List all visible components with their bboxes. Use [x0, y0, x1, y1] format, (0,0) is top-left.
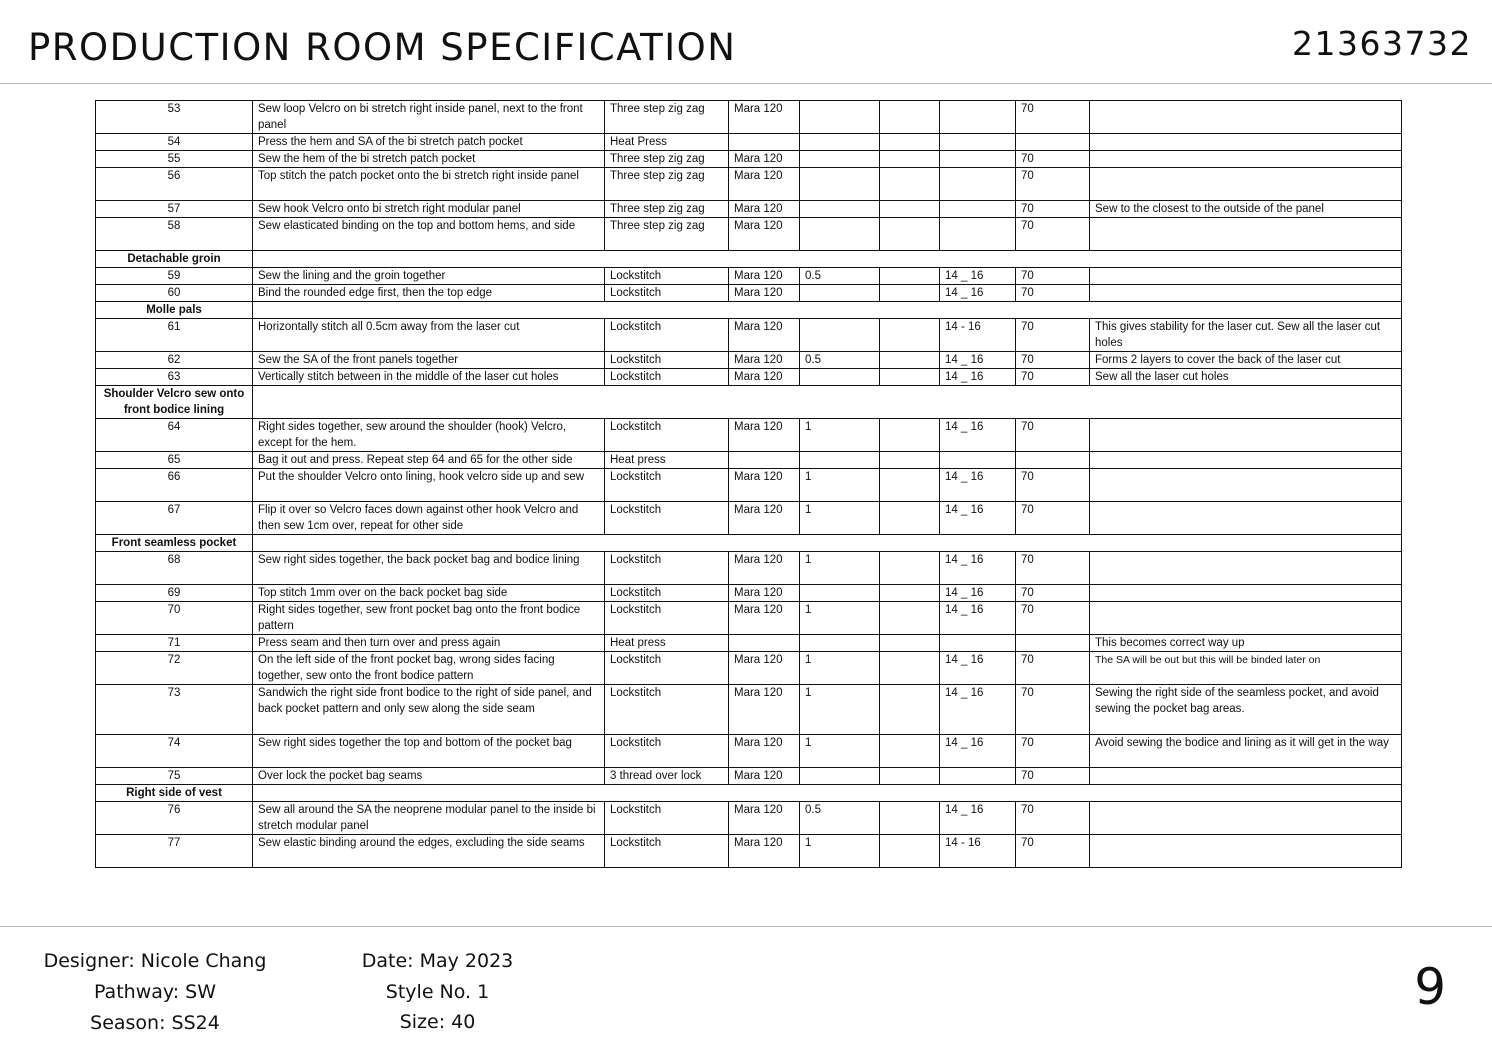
- stitch-count-cell: 70: [1016, 502, 1090, 535]
- style-number-label: Style No. 1: [385, 981, 490, 1003]
- notes-cell: [1090, 802, 1402, 835]
- stitch-count-cell: 70: [1016, 768, 1090, 785]
- extra-cell: [880, 652, 940, 685]
- seam-allowance-cell: [800, 319, 880, 352]
- machine-cell: Lockstitch: [605, 469, 729, 502]
- seam-allowance-cell: [800, 218, 880, 251]
- pathway-label: Pathway: SW: [93, 981, 217, 1003]
- step-number-cell: 67: [96, 502, 253, 535]
- operation-cell: Vertically stitch between in the middle of the laser cut holes: [253, 369, 605, 386]
- stitch-count-cell: 70: [1016, 369, 1090, 386]
- notes-cell: [1090, 452, 1402, 469]
- notes-cell: [1090, 835, 1402, 868]
- table-row: [96, 168, 1402, 201]
- machine-cell: Lockstitch: [605, 268, 729, 285]
- step-number-cell: 57: [96, 201, 253, 218]
- table-row: [96, 352, 1402, 369]
- table-row: [96, 469, 1402, 502]
- machine-cell: Heat press: [605, 635, 729, 652]
- needle-size-cell: 14 - 16: [940, 835, 1016, 868]
- operation-cell: Sew elastic binding around the edges, excluding the side seams: [253, 835, 605, 868]
- thread-cell: Mara 120: [729, 101, 800, 134]
- header-divider: [0, 83, 1492, 84]
- extra-cell: [880, 101, 940, 134]
- operation-cell: Bind the rounded edge first, then the top edge: [253, 285, 605, 302]
- thread-cell: Mara 120: [729, 419, 800, 452]
- extra-cell: [880, 319, 940, 352]
- section-title: Front seamless pocket: [96, 535, 253, 552]
- section-header-row: [96, 386, 1402, 419]
- section-header-row: [96, 785, 1402, 802]
- seam-allowance-cell: [800, 201, 880, 218]
- step-number-cell: 55: [96, 151, 253, 168]
- table-row: [96, 268, 1402, 285]
- table-row: [96, 552, 1402, 585]
- operation-cell: Sew right sides together, the back pocket bag and bodice lining: [253, 552, 605, 585]
- thread-cell: Mara 120: [729, 218, 800, 251]
- stitch-count-cell: 70: [1016, 268, 1090, 285]
- extra-cell: [880, 469, 940, 502]
- needle-size-cell: 14 _ 16: [940, 369, 1016, 386]
- seam-allowance-cell: [800, 285, 880, 302]
- seam-allowance-cell: 1: [800, 469, 880, 502]
- table-row: [96, 685, 1402, 735]
- needle-size-cell: 14 _ 16: [940, 652, 1016, 685]
- notes-cell: [1090, 469, 1402, 502]
- stitch-count-cell: 70: [1016, 168, 1090, 201]
- operation-cell: Sew elasticated binding on the top and bottom hems, and side: [253, 218, 605, 251]
- extra-cell: [880, 151, 940, 168]
- section-header-row: [96, 535, 1402, 552]
- step-number-cell: 61: [96, 319, 253, 352]
- seam-allowance-cell: 1: [800, 419, 880, 452]
- thread-cell: Mara 120: [729, 552, 800, 585]
- notes-cell: This gives stability for the laser cut. Sew all the laser cut holes: [1090, 319, 1402, 352]
- machine-cell: 3 thread over lock: [605, 768, 729, 785]
- notes-cell: [1090, 218, 1402, 251]
- table-row: [96, 201, 1402, 218]
- seam-allowance-cell: [800, 151, 880, 168]
- thread-cell: Mara 120: [729, 201, 800, 218]
- notes-cell: Avoid sewing the bodice and lining as it will get in the way: [1090, 735, 1402, 768]
- date-label: Date: May 2023: [361, 950, 514, 972]
- thread-cell: [729, 635, 800, 652]
- seam-allowance-cell: [800, 452, 880, 469]
- table-row: [96, 151, 1402, 168]
- notes-cell: [1090, 585, 1402, 602]
- notes-cell: [1090, 502, 1402, 535]
- step-number-cell: 69: [96, 585, 253, 602]
- needle-size-cell: 14 _ 16: [940, 268, 1016, 285]
- stitch-count-cell: 70: [1016, 419, 1090, 452]
- notes-cell: [1090, 602, 1402, 635]
- extra-cell: [880, 268, 940, 285]
- extra-cell: [880, 134, 940, 151]
- notes-cell: [1090, 268, 1402, 285]
- notes-cell: [1090, 552, 1402, 585]
- extra-cell: [880, 502, 940, 535]
- machine-cell: Lockstitch: [605, 685, 729, 735]
- seam-allowance-cell: 0.5: [800, 268, 880, 285]
- step-number-cell: 76: [96, 802, 253, 835]
- machine-cell: Lockstitch: [605, 352, 729, 369]
- machine-cell: Lockstitch: [605, 319, 729, 352]
- stitch-count-cell: 70: [1016, 218, 1090, 251]
- machine-cell: Heat Press: [605, 134, 729, 151]
- seam-allowance-cell: 0.5: [800, 802, 880, 835]
- notes-cell: [1090, 101, 1402, 134]
- seam-allowance-cell: 1: [800, 735, 880, 768]
- notes-cell: Sew to the closest to the outside of the panel: [1090, 201, 1402, 218]
- extra-cell: [880, 201, 940, 218]
- thread-cell: Mara 120: [729, 685, 800, 735]
- step-number-cell: 60: [96, 285, 253, 302]
- needle-size-cell: 14 - 16: [940, 319, 1016, 352]
- operation-cell: Top stitch the patch pocket onto the bi stretch right inside panel: [253, 168, 605, 201]
- table-row: [96, 419, 1402, 452]
- step-number-cell: 71: [96, 635, 253, 652]
- step-number-cell: 73: [96, 685, 253, 735]
- section-header-row: [96, 302, 1402, 319]
- extra-cell: [880, 585, 940, 602]
- needle-size-cell: [940, 218, 1016, 251]
- step-number-cell: 74: [96, 735, 253, 768]
- step-number-cell: 72: [96, 652, 253, 685]
- needle-size-cell: [940, 101, 1016, 134]
- machine-cell: Heat press: [605, 452, 729, 469]
- stitch-count-cell: 70: [1016, 835, 1090, 868]
- table-row: [96, 369, 1402, 386]
- stitch-count-cell: 70: [1016, 101, 1090, 134]
- section-title: Shoulder Velcro sew onto front bodice lining: [96, 386, 253, 419]
- step-number-cell: 58: [96, 218, 253, 251]
- thread-cell: Mara 120: [729, 151, 800, 168]
- step-number-cell: 62: [96, 352, 253, 369]
- operation-cell: Sandwich the right side front bodice to the right of side panel, and back pocket pattern and only sew along the side seam: [253, 685, 605, 735]
- thread-cell: Mara 120: [729, 768, 800, 785]
- footer-designer-info: [40, 946, 270, 1039]
- operation-cell: Sew right sides together the top and bottom of the pocket bag: [253, 735, 605, 768]
- machine-cell: Lockstitch: [605, 602, 729, 635]
- stitch-count-cell: [1016, 452, 1090, 469]
- needle-size-cell: [940, 635, 1016, 652]
- operation-cell: On the left side of the front pocket bag, wrong sides facing together, sew onto the front bodice pattern: [253, 652, 605, 685]
- step-number-cell: 63: [96, 369, 253, 386]
- operation-cell: Right sides together, sew front pocket bag onto the front bodice pattern: [253, 602, 605, 635]
- seam-allowance-cell: 1: [800, 685, 880, 735]
- seam-allowance-cell: [800, 635, 880, 652]
- seam-allowance-cell: [800, 585, 880, 602]
- machine-cell: Lockstitch: [605, 735, 729, 768]
- machine-cell: Lockstitch: [605, 802, 729, 835]
- step-number-cell: 56: [96, 168, 253, 201]
- step-number-cell: 77: [96, 835, 253, 868]
- section-filler: [253, 302, 1402, 319]
- operation-cell: Sew the SA of the front panels together: [253, 352, 605, 369]
- seam-allowance-cell: [800, 101, 880, 134]
- seam-allowance-cell: 1: [800, 835, 880, 868]
- thread-cell: Mara 120: [729, 285, 800, 302]
- seam-allowance-cell: [800, 134, 880, 151]
- needle-size-cell: [940, 134, 1016, 151]
- extra-cell: [880, 168, 940, 201]
- table-row: [96, 285, 1402, 302]
- stitch-count-cell: [1016, 134, 1090, 151]
- table-row: [96, 802, 1402, 835]
- machine-cell: Lockstitch: [605, 835, 729, 868]
- needle-size-cell: 14 _ 16: [940, 352, 1016, 369]
- machine-cell: Three step zig zag: [605, 201, 729, 218]
- seam-allowance-cell: 1: [800, 652, 880, 685]
- extra-cell: [880, 685, 940, 735]
- section-header-row: [96, 251, 1402, 268]
- step-number-cell: 65: [96, 452, 253, 469]
- needle-size-cell: 14 _ 16: [940, 285, 1016, 302]
- extra-cell: [880, 369, 940, 386]
- machine-cell: Lockstitch: [605, 502, 729, 535]
- step-number-cell: 68: [96, 552, 253, 585]
- seam-allowance-cell: [800, 369, 880, 386]
- section-title: Molle pals: [96, 302, 253, 319]
- notes-cell: [1090, 419, 1402, 452]
- stitch-count-cell: 70: [1016, 469, 1090, 502]
- table-row: [96, 635, 1402, 652]
- seam-allowance-cell: 1: [800, 602, 880, 635]
- needle-size-cell: 14 _ 16: [940, 585, 1016, 602]
- specification-table: [95, 100, 1402, 868]
- machine-cell: Lockstitch: [605, 652, 729, 685]
- operation-cell: Press seam and then turn over and press again: [253, 635, 605, 652]
- document-id: 21363732: [1292, 24, 1472, 63]
- extra-cell: [880, 602, 940, 635]
- thread-cell: Mara 120: [729, 168, 800, 201]
- thread-cell: Mara 120: [729, 835, 800, 868]
- machine-cell: Three step zig zag: [605, 218, 729, 251]
- stitch-count-cell: 70: [1016, 201, 1090, 218]
- notes-cell: The SA will be out but this will be binded later on: [1090, 652, 1402, 685]
- thread-cell: Mara 120: [729, 602, 800, 635]
- extra-cell: [880, 419, 940, 452]
- seam-allowance-cell: 0.5: [800, 352, 880, 369]
- section-title: Right side of vest: [96, 785, 253, 802]
- seam-allowance-cell: [800, 168, 880, 201]
- operation-cell: Sew loop Velcro on bi stretch right inside panel, next to the front panel: [253, 101, 605, 134]
- table-row: [96, 735, 1402, 768]
- step-number-cell: 54: [96, 134, 253, 151]
- section-filler: [253, 535, 1402, 552]
- operation-cell: Sew all around the SA the neoprene modular panel to the inside bi stretch modular panel: [253, 802, 605, 835]
- page-number: 9: [1414, 958, 1446, 1016]
- operation-cell: Put the shoulder Velcro onto lining, hook velcro side up and sew: [253, 469, 605, 502]
- thread-cell: Mara 120: [729, 352, 800, 369]
- operation-cell: Sew the lining and the groin together: [253, 268, 605, 285]
- extra-cell: [880, 735, 940, 768]
- table-row: [96, 101, 1402, 134]
- stitch-count-cell: 70: [1016, 319, 1090, 352]
- needle-size-cell: [940, 168, 1016, 201]
- thread-cell: Mara 120: [729, 268, 800, 285]
- stitch-count-cell: 70: [1016, 585, 1090, 602]
- needle-size-cell: [940, 452, 1016, 469]
- notes-cell: [1090, 151, 1402, 168]
- machine-cell: Three step zig zag: [605, 168, 729, 201]
- thread-cell: Mara 120: [729, 319, 800, 352]
- table-row: [96, 585, 1402, 602]
- table-row: [96, 602, 1402, 635]
- operation-cell: Press the hem and SA of the bi stretch patch pocket: [253, 134, 605, 151]
- machine-cell: Lockstitch: [605, 419, 729, 452]
- notes-cell: [1090, 134, 1402, 151]
- stitch-count-cell: 70: [1016, 552, 1090, 585]
- extra-cell: [880, 452, 940, 469]
- table-row: [96, 652, 1402, 685]
- notes-cell: Forms 2 layers to cover the back of the laser cut: [1090, 352, 1402, 369]
- thread-cell: [729, 452, 800, 469]
- notes-cell: Sewing the right side of the seamless pocket, and avoid sewing the pocket bag areas.: [1090, 685, 1402, 735]
- thread-cell: Mara 120: [729, 735, 800, 768]
- step-number-cell: 64: [96, 419, 253, 452]
- seam-allowance-cell: [800, 768, 880, 785]
- table-row: [96, 319, 1402, 352]
- section-filler: [253, 251, 1402, 268]
- machine-cell: Three step zig zag: [605, 101, 729, 134]
- thread-cell: Mara 120: [729, 802, 800, 835]
- stitch-count-cell: 70: [1016, 602, 1090, 635]
- notes-cell: Sew all the laser cut holes: [1090, 369, 1402, 386]
- extra-cell: [880, 835, 940, 868]
- extra-cell: [880, 552, 940, 585]
- needle-size-cell: [940, 151, 1016, 168]
- operation-cell: Horizontally stitch all 0.5cm away from the laser cut: [253, 319, 605, 352]
- operation-cell: Bag it out and press. Repeat step 64 and 65 for the other side: [253, 452, 605, 469]
- thread-cell: [729, 134, 800, 151]
- needle-size-cell: [940, 768, 1016, 785]
- thread-cell: Mara 120: [729, 585, 800, 602]
- season-label: Season: SS24: [90, 1012, 220, 1034]
- operation-cell: Flip it over so Velcro faces down against other hook Velcro and then sew 1cm over, repeat for other side: [253, 502, 605, 535]
- section-filler: [253, 785, 1402, 802]
- stitch-count-cell: 70: [1016, 802, 1090, 835]
- extra-cell: [880, 285, 940, 302]
- stitch-count-cell: 70: [1016, 285, 1090, 302]
- needle-size-cell: 14 _ 16: [940, 552, 1016, 585]
- stitch-count-cell: [1016, 635, 1090, 652]
- extra-cell: [880, 768, 940, 785]
- section-title: Detachable groin: [96, 251, 253, 268]
- machine-cell: Three step zig zag: [605, 151, 729, 168]
- extra-cell: [880, 802, 940, 835]
- table-row: [96, 452, 1402, 469]
- needle-size-cell: 14 _ 16: [940, 685, 1016, 735]
- step-number-cell: 59: [96, 268, 253, 285]
- notes-cell: [1090, 285, 1402, 302]
- footer-style-info: [345, 946, 530, 1036]
- section-filler: [253, 386, 1402, 419]
- thread-cell: Mara 120: [729, 652, 800, 685]
- seam-allowance-cell: 1: [800, 552, 880, 585]
- table-row: [96, 218, 1402, 251]
- needle-size-cell: 14 _ 16: [940, 602, 1016, 635]
- designer-label: Designer: Nicole Chang: [43, 950, 267, 972]
- notes-cell: [1090, 768, 1402, 785]
- table-row: [96, 502, 1402, 535]
- footer-divider: [0, 926, 1492, 927]
- operation-cell: Right sides together, sew around the shoulder (hook) Velcro, except for the hem.: [253, 419, 605, 452]
- stitch-count-cell: 70: [1016, 735, 1090, 768]
- needle-size-cell: 14 _ 16: [940, 502, 1016, 535]
- seam-allowance-cell: 1: [800, 502, 880, 535]
- needle-size-cell: 14 _ 16: [940, 735, 1016, 768]
- machine-cell: Lockstitch: [605, 585, 729, 602]
- step-number-cell: 70: [96, 602, 253, 635]
- extra-cell: [880, 352, 940, 369]
- stitch-count-cell: 70: [1016, 652, 1090, 685]
- extra-cell: [880, 635, 940, 652]
- needle-size-cell: 14 _ 16: [940, 419, 1016, 452]
- table-row: [96, 835, 1402, 868]
- thread-cell: Mara 120: [729, 369, 800, 386]
- step-number-cell: 53: [96, 101, 253, 134]
- table-row: [96, 134, 1402, 151]
- stitch-count-cell: 70: [1016, 685, 1090, 735]
- step-number-cell: 75: [96, 768, 253, 785]
- needle-size-cell: 14 _ 16: [940, 802, 1016, 835]
- machine-cell: Lockstitch: [605, 369, 729, 386]
- notes-cell: This becomes correct way up: [1090, 635, 1402, 652]
- extra-cell: [880, 218, 940, 251]
- step-number-cell: 66: [96, 469, 253, 502]
- thread-cell: Mara 120: [729, 469, 800, 502]
- machine-cell: Lockstitch: [605, 285, 729, 302]
- stitch-count-cell: 70: [1016, 151, 1090, 168]
- needle-size-cell: 14 _ 16: [940, 469, 1016, 502]
- operation-cell: Top stitch 1mm over on the back pocket bag side: [253, 585, 605, 602]
- operation-cell: Sew the hem of the bi stretch patch pocket: [253, 151, 605, 168]
- thread-cell: Mara 120: [729, 502, 800, 535]
- stitch-count-cell: 70: [1016, 352, 1090, 369]
- page-title: PRODUCTION ROOM SPECIFICATION: [28, 26, 737, 69]
- needle-size-cell: [940, 201, 1016, 218]
- table-row: [96, 768, 1402, 785]
- machine-cell: Lockstitch: [605, 552, 729, 585]
- size-label: Size: 40: [399, 1011, 476, 1033]
- operation-cell: Sew hook Velcro onto bi stretch right modular panel: [253, 201, 605, 218]
- notes-cell: [1090, 168, 1402, 201]
- operation-cell: Over lock the pocket bag seams: [253, 768, 605, 785]
